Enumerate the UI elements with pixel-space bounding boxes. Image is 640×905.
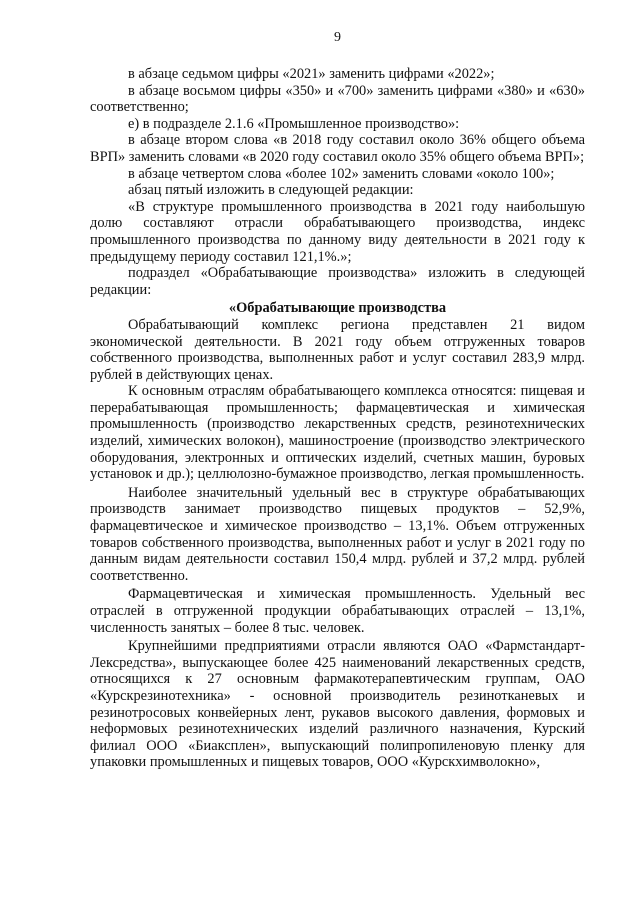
document-body [90,66,585,771]
paragraph-5: в абзаце четвертом слова «более 102» заменить словами «около 100»; [128,165,555,182]
section-paragraph-1: Обрабатывающий комплекс региона представлен 21 видом экономической деятельности. В 2021 году объем отгруженных товаров собственного производства, выполненных работ и услуг составил 283,9 млрд. рублей в действующих ценах. [90,316,585,383]
section-paragraph-5: Крупнейшими предприятиями отрасли являются ОАО «Фармстандарт-Лексредства», выпускающее более 425 наименований лекарственных средств, относящихся к 27 основным фармакотерапевтическим группам, ОАО «Курскрезинотехника» - основной производитель резинотканевых и резинотросовых конвейерных лент, рукавов высокого давления, формовых и неформовых резинотехнических изделий различного назначения, Курский филиал ООО «Биаксплен», выпускающий полипропиленовую пленку для упаковки промышленных и пищевых товаров, ООО «Курскхимволокно», [90,638,585,771]
section-heading: «Обрабатывающие производства [228,300,447,317]
paragraph-3: е) в подразделе 2.1.6 «Промышленное производство»: [128,115,460,132]
paragraph-2: в абзаце восьмом цифры «350» и «700» заменить цифрами «380» и «630» соответственно; [90,82,585,116]
section-paragraph-2: К основным отраслям обрабатывающего комплекса относятся: пищевая и перерабатывающая промышленность; фармацевтическая и химическая промышленность (производство лекарственных средств, резинотехнических изделий, химических волокон), машиностроение (производство электрического оборудования, электронных и оптических изделий, счетных машин, буровых установок и др.); целлюлозно-бумажное производство, легкая промышленность. [90,383,585,483]
page-number: 9 [334,30,341,45]
paragraph-1: в абзаце седьмом цифры «2021» заменить цифрами «2022»; [128,66,495,82]
section-paragraph-3: Наиболее значительный удельный вес в структуре обрабатывающих производств занимает производство пищевых продуктов – 52,9%, фармацевтическое и химическое производство – 13,1%. Объем отгруженных товаров собственного производства, выполненных работ и услуг в 2021 году по данным видам деятельности составил 150,4 млрд. рублей и 37,2 млрд. рублей соответственно. [90,484,585,584]
paragraph-4: в абзаце втором слова «в 2018 году составил около 36% общего объема ВРП» заменить словами «в 2020 году составил около 35% общего объема ВРП»; [90,132,585,165]
paragraph-7: «В структуре промышленного производства в 2021 году наибольшую долю составляют отрасли обрабатывающего производства, индекс промышленного производства по данному виду деятельности в 2021 году к предыдущему периоду составил 121,1%.»; [90,198,585,265]
paragraph-6: абзац пятый изложить в следующей редакции: [128,182,414,199]
section-paragraph-4: Фармацевтическая и химическая промышленность. Удельный вес отраслей в отгруженной продукции обрабатывающих отраслей – 13,1%, численность занятых – более 8 тыс. человек. [90,586,585,636]
paragraph-8: подраздел «Обрабатывающие производства» изложить в следующей редакции: [90,265,585,298]
